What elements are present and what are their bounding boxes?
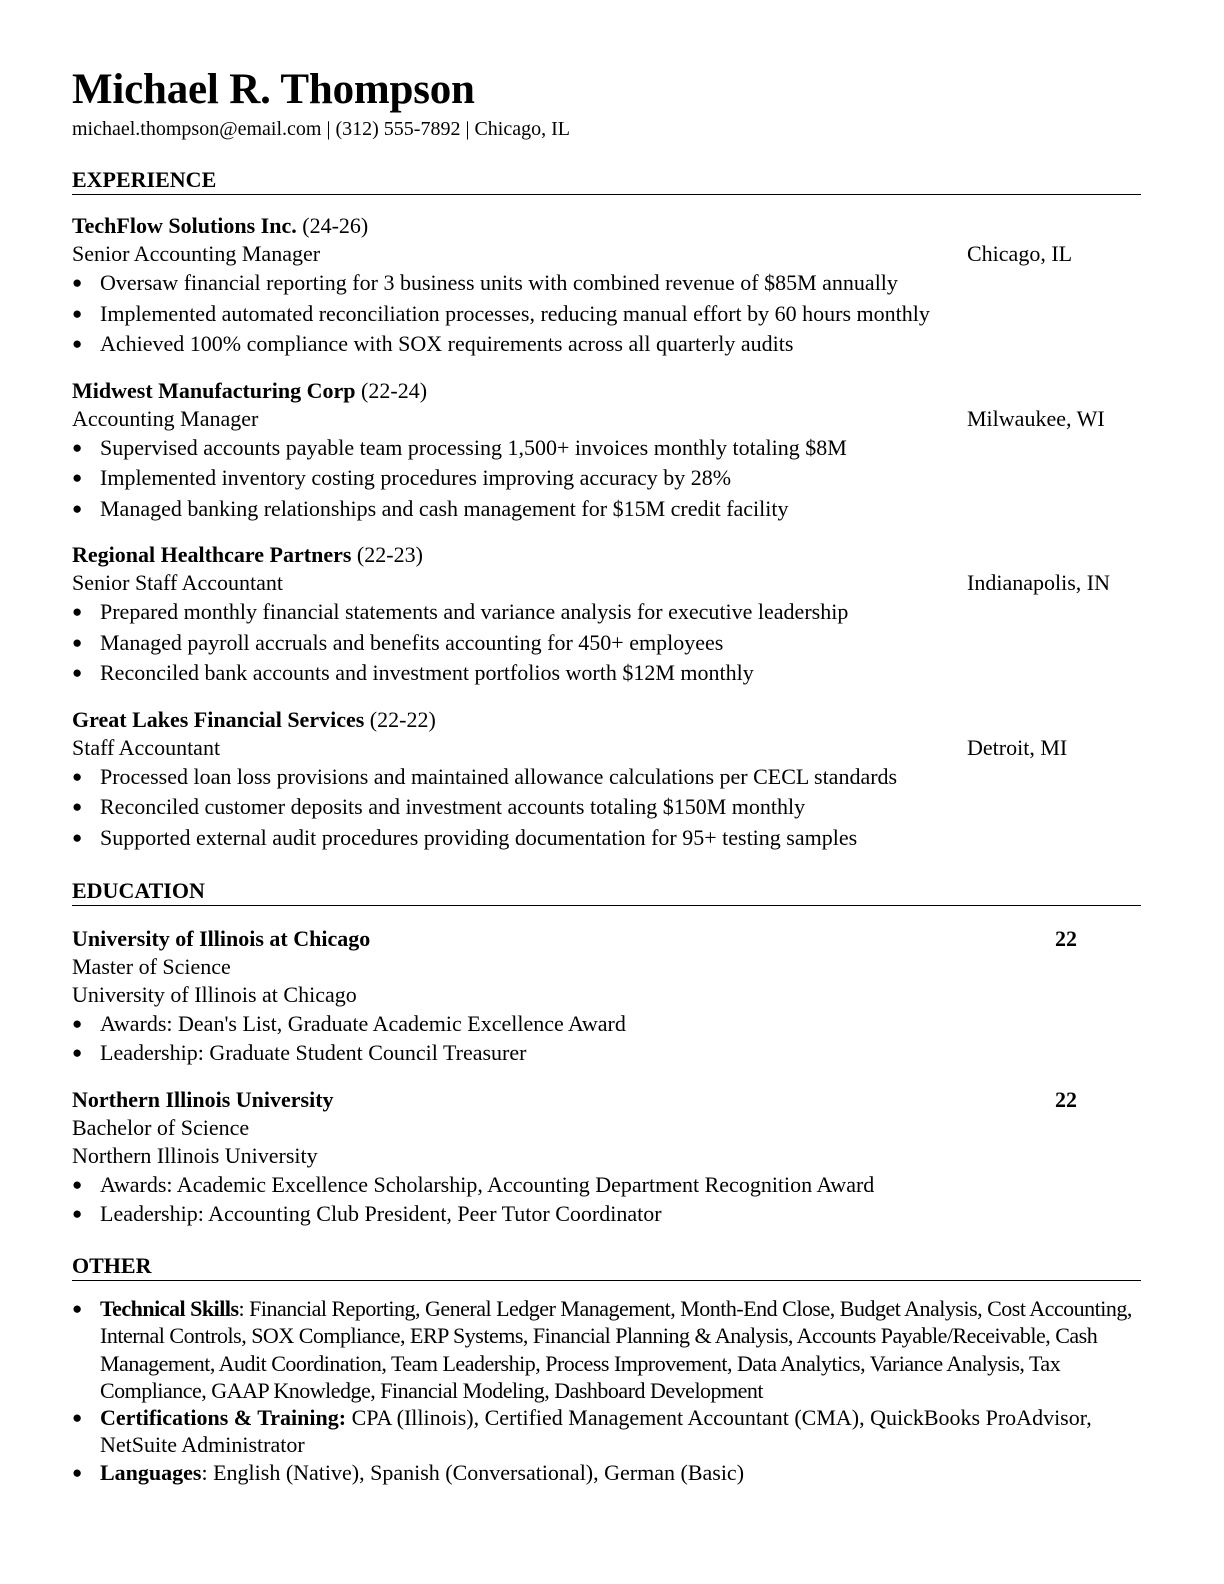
- job-title: Senior Accounting Manager: [72, 241, 321, 266]
- job-dates: (22-22): [364, 706, 436, 732]
- bullet-text: Supervised accounts payable team processing 1,500+ invoices monthly totaling $8M: [100, 434, 847, 460]
- list-item: [72, 268, 1141, 299]
- job-location: Indianapolis, IN: [967, 570, 1110, 595]
- bullet-icon: ●: [72, 1299, 83, 1318]
- other-heading: OTHER: [72, 1252, 1141, 1281]
- bullet-text: Reconciled customer deposits and investment accounts totaling $150M monthly: [100, 794, 806, 819]
- job-location: Detroit, MI: [967, 734, 1068, 760]
- bullet-text: Leadership: Graduate Student Council Treasurer: [100, 1040, 527, 1065]
- bullet-icon: ●: [72, 303, 83, 323]
- job-entry: [72, 705, 1141, 854]
- job-header: [72, 376, 1141, 405]
- bullet-text: Awards: Academic Excellence Scholarship, Accounting Department Recognition Award: [100, 1172, 875, 1197]
- job-header: [72, 540, 1141, 569]
- list-item: [72, 1199, 1141, 1228]
- job-bullets: [72, 597, 1141, 689]
- job-bullets: [72, 762, 1141, 854]
- list-item: [72, 1295, 1141, 1404]
- job-title: Staff Accountant: [72, 734, 221, 760]
- company-name: TechFlow Solutions Inc.: [72, 213, 297, 238]
- bullet-text: Managed banking relationships and cash management for $15M credit facility: [100, 495, 789, 521]
- bullet-text: Awards: Dean's List, Graduate Academic Excellence Award: [100, 1011, 626, 1036]
- item-text: : Financial Reporting, General Ledger Management, Month-End Close, Budget Analysis, Cost Accounting, Internal Controls, SOX Compliance, ERP Systems, Financial Planning & Analysis, Accounts Payable/Receivable, Cash Management, Audit Coordination, Team Leadership, Process Improvement, Data Analytics, Variance Analysis, Tax Compliance, GAAP Knowledge, Financial Modeling, Dashboard Development: [100, 1296, 1132, 1403]
- job-header: [72, 705, 1141, 734]
- bullet-icon: ●: [72, 273, 83, 292]
- bullet-icon: ●: [72, 1408, 83, 1428]
- item-text: : English (Native), Spanish (Conversational), German (Basic): [201, 1459, 745, 1485]
- list-item: [72, 792, 1141, 823]
- bullet-icon: ●: [72, 1204, 83, 1223]
- job-title: Accounting Manager: [72, 405, 259, 431]
- degree: Master of Science: [72, 954, 231, 979]
- bullet-text: Reconciled bank accounts and investment portfolios worth $12M monthly: [100, 660, 754, 685]
- bullet-text: Leadership: Accounting Club President, Peer Tutor Coordinator: [100, 1201, 662, 1226]
- bullet-icon: ●: [72, 1043, 83, 1062]
- item-text: CPA (Illinois), Certified Management Accountant (CMA), QuickBooks ProAdvisor, NetSuite Administrator: [100, 1405, 1092, 1458]
- job-role-row: [72, 240, 1141, 268]
- list-item: [72, 494, 1141, 525]
- institution: University of Illinois at Chicago: [72, 982, 357, 1007]
- list-item: [72, 1404, 1141, 1459]
- bullet-icon: ●: [72, 1014, 83, 1033]
- list-item: [72, 597, 1141, 628]
- bullet-icon: ●: [72, 766, 83, 786]
- bullet-text: Supported external audit procedures providing documentation for 95+ testing samples: [100, 824, 858, 850]
- education-bullets: [72, 1009, 1141, 1067]
- job-bullets: [72, 268, 1141, 360]
- bullet-text: Implemented inventory costing procedures improving accuracy by 28%: [100, 465, 732, 490]
- job-role-row: [72, 405, 1141, 433]
- education-entry: [72, 924, 1141, 1067]
- list-item: [72, 1170, 1141, 1199]
- company-name: Midwest Manufacturing Corp: [72, 377, 356, 403]
- job-entry: [72, 540, 1141, 689]
- bullet-icon: ●: [72, 1175, 83, 1194]
- list-item: [72, 299, 1141, 330]
- job-dates: (24-26): [296, 213, 369, 238]
- bullet-icon: ●: [72, 797, 83, 816]
- degree: Bachelor of Science: [72, 1115, 250, 1140]
- item-label: Technical Skills: [100, 1296, 239, 1321]
- institution: Northern Illinois University: [72, 1143, 318, 1168]
- job-location: Milwaukee, WI: [967, 405, 1105, 431]
- bullet-icon: ●: [72, 498, 83, 518]
- job-dates: (22-23): [351, 542, 423, 567]
- school-name: University of Illinois at Chicago: [72, 926, 371, 951]
- school-name: Northern Illinois University: [72, 1087, 334, 1112]
- job-entry: [72, 211, 1141, 360]
- bullet-icon: ●: [72, 663, 83, 682]
- bullet-icon: ●: [72, 602, 83, 621]
- job-role-row: [72, 569, 1141, 597]
- list-item: [72, 463, 1141, 494]
- job-bullets: [72, 433, 1141, 525]
- bullet-text: Prepared monthly financial statements and variance analysis for executive leadership: [100, 599, 849, 624]
- job-dates: (22-24): [355, 377, 428, 403]
- job-entry: [72, 376, 1141, 525]
- item-label: Certifications & Training:: [100, 1405, 347, 1431]
- job-title: Senior Staff Accountant: [72, 570, 283, 595]
- graduation-year: 22: [1055, 1087, 1077, 1112]
- candidate-name: Michael R. Thompson: [72, 66, 475, 113]
- other-list: [72, 1295, 1141, 1486]
- bullet-text: Oversaw financial reporting for 3 business units with combined revenue of $85M annually: [100, 270, 898, 295]
- bullet-text: Implemented automated reconciliation processes, reducing manual effort by 60 hours monthly: [100, 300, 930, 326]
- graduation-year: 22: [1055, 926, 1077, 951]
- list-item: [72, 823, 1141, 854]
- job-header: [72, 211, 1141, 240]
- bullet-icon: ●: [72, 468, 83, 487]
- bullet-icon: ●: [72, 334, 83, 353]
- school-header: [72, 924, 1141, 953]
- list-item: [72, 628, 1141, 659]
- item-label: Languages: [100, 1459, 202, 1485]
- list-item: [72, 329, 1141, 360]
- list-item: [72, 658, 1141, 689]
- education-heading: EDUCATION: [72, 877, 1141, 906]
- company-name: Regional Healthcare Partners: [72, 542, 352, 567]
- resume-page: [72, 64, 1141, 1486]
- bullet-icon: ●: [72, 437, 83, 457]
- job-location: Chicago, IL: [967, 241, 1073, 266]
- job-role-row: [72, 734, 1141, 762]
- experience-heading: EXPERIENCE: [72, 166, 1141, 195]
- bullet-text: Achieved 100% compliance with SOX requirements across all quarterly audits: [100, 331, 794, 356]
- bullet-text: Processed loan loss provisions and maintained allowance calculations per CECL standards: [100, 763, 898, 789]
- list-item: [72, 1009, 1141, 1038]
- list-item: [72, 1459, 1141, 1486]
- education-bullets: [72, 1170, 1141, 1228]
- bullet-icon: ●: [72, 632, 83, 652]
- bullet-icon: ●: [72, 1462, 83, 1482]
- school-header: [72, 1085, 1141, 1114]
- bullet-text: Managed payroll accruals and benefits accounting for 450+ employees: [100, 629, 724, 655]
- bullet-icon: ●: [72, 827, 83, 847]
- contact-line: michael.thompson@email.com | (312) 555-7892 | Chicago, IL: [72, 118, 570, 140]
- education-entry: [72, 1085, 1141, 1228]
- company-name: Great Lakes Financial Services: [72, 706, 365, 732]
- list-item: [72, 762, 1141, 793]
- list-item: [72, 433, 1141, 464]
- list-item: [72, 1038, 1141, 1067]
